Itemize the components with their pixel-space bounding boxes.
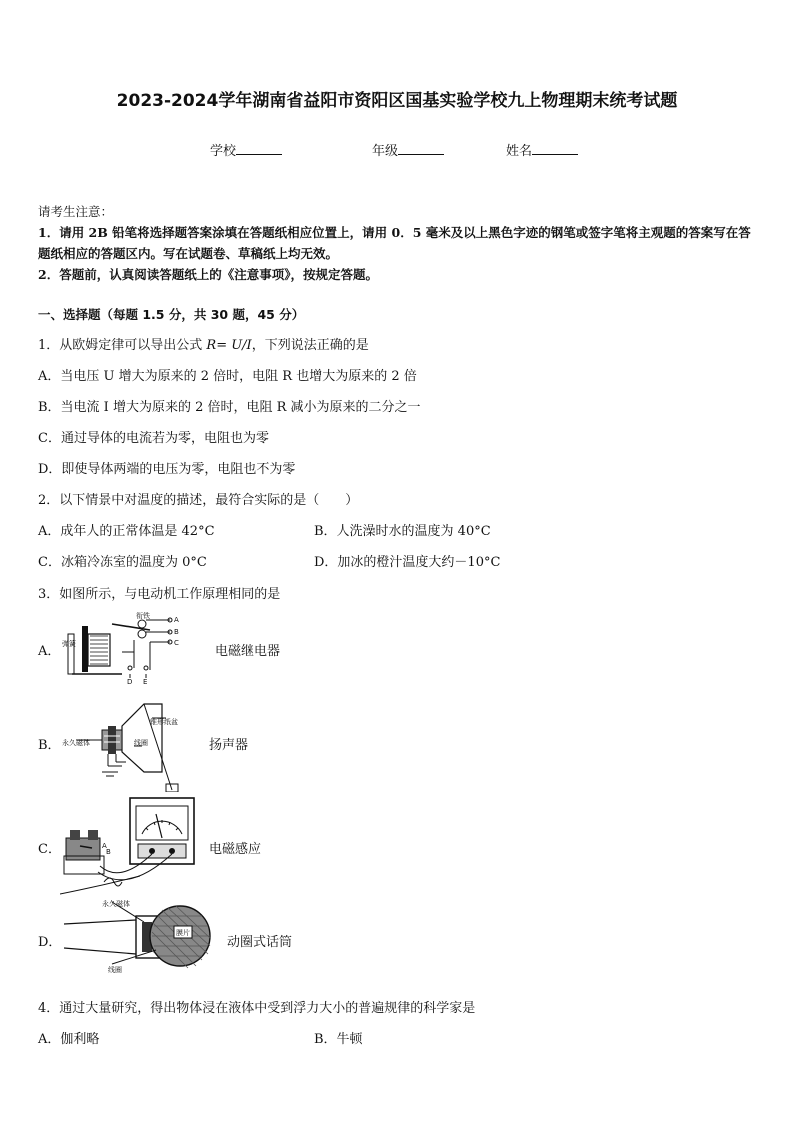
relay-text-e: E bbox=[143, 678, 148, 686]
q1-option-c: C．通过导体的电流若为零，电阻也为零 bbox=[38, 431, 269, 446]
notice-heading: 请考生注意： bbox=[38, 204, 114, 219]
q3-option-d-caption: 动圈式话筒 bbox=[227, 935, 293, 950]
relay-text-c: C bbox=[174, 639, 179, 647]
relay-text-b: B bbox=[174, 628, 179, 636]
q2-option-c: C．冰箱冷冻室的温度为 0°C bbox=[38, 555, 207, 570]
q3-option-b-caption: 扬声器 bbox=[209, 738, 249, 753]
q2-option-b: B．人洗澡时水的温度为 40°C bbox=[314, 524, 491, 539]
notice-block bbox=[38, 201, 758, 285]
q1-option-d: D．即使导体两端的电压为零，电阻也不为零 bbox=[38, 462, 296, 477]
school-field bbox=[210, 140, 282, 159]
q1-stem bbox=[38, 334, 369, 353]
q1-stem-b: ，下列说法正确的是 bbox=[251, 338, 369, 353]
mic-text-diaphragm: 膜片 bbox=[176, 929, 190, 937]
relay-figure bbox=[62, 612, 192, 686]
q3-option-c-label: C． bbox=[38, 842, 61, 857]
section-heading: 一、选择题（每题 1.5 分，共 30 题，45 分） bbox=[38, 307, 305, 322]
q3-option-a-caption: 电磁继电器 bbox=[215, 644, 281, 659]
relay-text-spring: 弹簧 bbox=[62, 640, 76, 648]
speaker-text-coil: 线圈 bbox=[134, 739, 148, 747]
school-blank bbox=[236, 142, 282, 155]
notice-item-1: 1．请用 2B 铅笔将选择题答案涂填在答题纸相应位置上，请用 0．5 毫米及以上黑色字迹的钢笔或签字笔将主观题的答案写在答题纸相应的答题区内。写在试题卷、草稿纸上均无效。 bbox=[38, 225, 751, 261]
q2-option-d: D．加冰的橙汁温度大约－10°C bbox=[314, 555, 501, 570]
q4-option-b: B．牛顿 bbox=[314, 1032, 363, 1047]
q3-stem: 3．如图所示，与电动机工作原理相同的是 bbox=[38, 587, 281, 602]
name-field bbox=[506, 140, 578, 159]
mic-text-magnet: 永久磁体 bbox=[102, 900, 130, 908]
school-label: 学校 bbox=[210, 144, 237, 159]
q3-option-a-label: A． bbox=[38, 644, 61, 659]
q4-stem: 4．通过大量研究，得出物体浸在液体中受到浮力大小的普遍规律的科学家是 bbox=[38, 1001, 476, 1016]
q2-stem: 2．以下情景中对温度的描述，最符合实际的是（ ） bbox=[38, 493, 359, 508]
relay-text-d: D bbox=[127, 678, 133, 686]
grade-label: 年级 bbox=[372, 144, 399, 159]
name-blank bbox=[532, 142, 578, 155]
q1-formula: R= U/I bbox=[206, 338, 252, 353]
q3-option-b-label: B． bbox=[38, 738, 61, 753]
grade-field bbox=[372, 140, 444, 159]
microphone-figure bbox=[62, 898, 216, 974]
relay-text-a: A bbox=[174, 616, 179, 624]
induction-text-a: A bbox=[102, 842, 107, 850]
q3-option-d-label: D． bbox=[38, 935, 62, 950]
page-title: 2023-2024学年湖南省益阳市资阳区国基实验学校九上物理期末统考试题 bbox=[116, 91, 678, 111]
grade-blank bbox=[398, 142, 444, 155]
q1-option-b: B．当电流 I 增大为原来的 2 倍时，电阻 R 减小为原来的二分之一 bbox=[38, 400, 421, 415]
q3-option-c-caption: 电磁感应 bbox=[209, 842, 262, 857]
q1-stem-a: 1．从欧姆定律可以导出公式 bbox=[38, 338, 207, 353]
notice-item-2: 2．答题前，认真阅读答题纸上的《注意事项》，按规定答题。 bbox=[38, 267, 378, 282]
relay-text-armature: 衔铁 bbox=[136, 612, 150, 620]
induction-figure bbox=[60, 794, 206, 898]
loudspeaker-figure bbox=[62, 700, 208, 792]
q1-option-a: A．当电压 U 增大为原来的 2 倍时，电阻 R 也增大为原来的 2 倍 bbox=[38, 369, 417, 384]
speaker-text-magnet: 永久磁体 bbox=[62, 739, 90, 747]
speaker-text-cone: 锥形纸盆 bbox=[150, 718, 178, 726]
induction-text-b: B bbox=[106, 848, 111, 856]
mic-text-coil: 线圈 bbox=[108, 966, 122, 974]
q2-option-a: A．成年人的正常体温是 42°C bbox=[38, 524, 215, 539]
q4-option-a: A．伽利略 bbox=[38, 1032, 100, 1047]
name-label: 姓名 bbox=[506, 144, 533, 159]
